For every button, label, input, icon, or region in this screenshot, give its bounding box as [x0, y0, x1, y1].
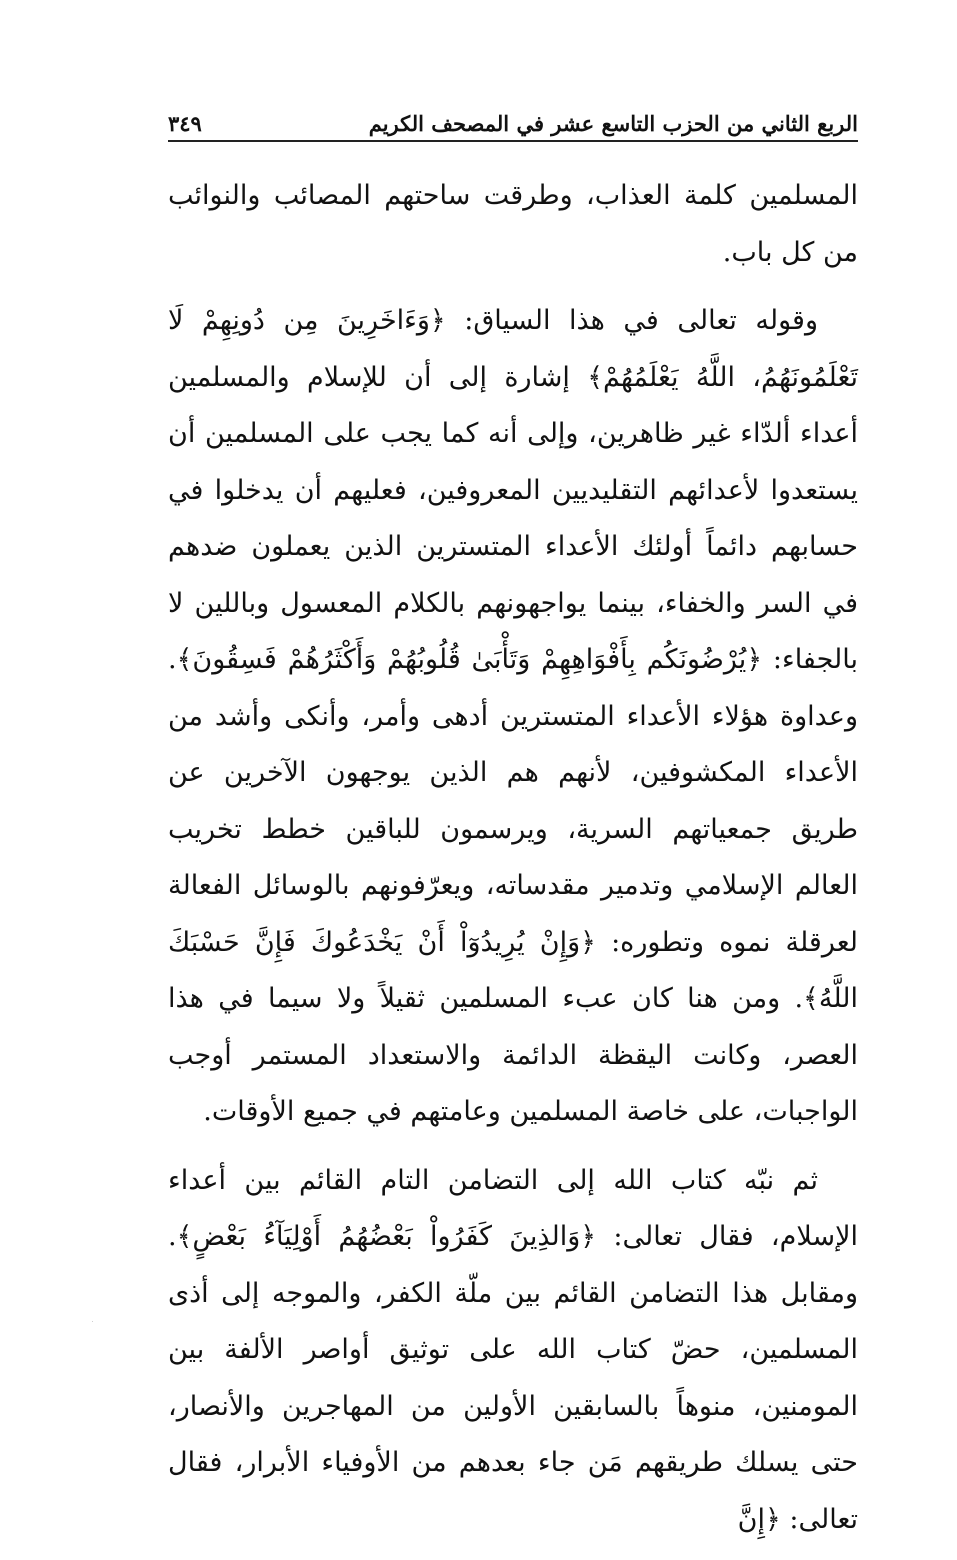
running-header [168, 102, 858, 142]
page-number: ٣٤٩ [168, 111, 202, 136]
scan-speck [92, 1321, 93, 1322]
body-text [168, 168, 858, 1560]
paragraph-hidden-enemies: وقوله تعالى في هذا السياق: ﴿وَءَاخَرِينَ مِن دُونِهِمْ لَا تَعْلَمُونَهُمُ، اللَّهُ يَعْلَمُهُمْ﴾ إشارة إلى أن للإسلام والمسلمين أعداء ألدّاء غير ظاهرين، وإلى أنه كما يجب على المسلمين أن يستعدوا لأعدائهم التقليديين المعروفين، فعليهم أن يدخلوا في حسابهم دائماً أولئك الأعداء المتسترين الذين يعملون ضدهم في السر والخفاء، بينما يواجهونهم بالكلام المعسول وباللين لا بالجفاء: ﴿يُرْضُونَكُم بِأَفْوَاهِهِمْ وَتَأْبَىٰ قُلُوبُهُمْ وَأَكْثَرُهُمْ فَسِقُونَ﴾. وعداوة هؤلاء الأعداء المتسترين أدهى وأمر، وأنكى وأشد من الأعداء المكشوفين، لأنهم هم الذين يوجهون الآخرين عن طريق جمعياتهم السرية، ويرسمون للباقين خطط تخريب العالم الإسلامي وتدمير مقدساته، ويعرّفونهم بالوسائل الفعالة لعرقلة نموه وتطوره: ﴿وَإِنْ يُرِيدُوٓاْ أَنْ يَخْدَعُوكَ فَإِنَّ حَسْبَكَ اللَّهُ﴾. ومن هنا كان عبء المسلمين ثقيلاً ولا سيما في هذا العصر، وكانت اليقظة الدائمة والاستعداد المستمر أوجب الواجبات، على خاصة المسلمين وعامتهم في جميع الأوقات. [168, 305, 858, 1127]
paragraph-solidarity: ثم نبّه كتاب الله إلى التضامن التام القائم بين أعداء الإسلام، فقال تعالى: ﴿وَالذِينَ كَفَرُواْ بَعْضُهُمُ أَوْلِيَآءُ بَعْضٍ﴾. ومقابل هذا التضامن القائم بين ملّة الكفر، والموجه إلى أذى المسلمين، حضّ كتاب الله على توثيق أواصر الألفة بين المومنين، منوهاً بالسابقين الأولين من المهاجرين والأنصار، حتى يسلك طريقهم مَن جاء بعدهم من الأوفياء الأبرار، فقال تعالى: ﴿إِنَّ [168, 1164, 858, 1535]
running-header-title: الربع الثاني من الحزب التاسع عشر في المصحف الكريم [368, 111, 858, 136]
paragraph-continuation: المسلمين كلمة العذاب، وطرقت ساحتهم المصائب والنوائب من كل باب. [168, 180, 858, 268]
